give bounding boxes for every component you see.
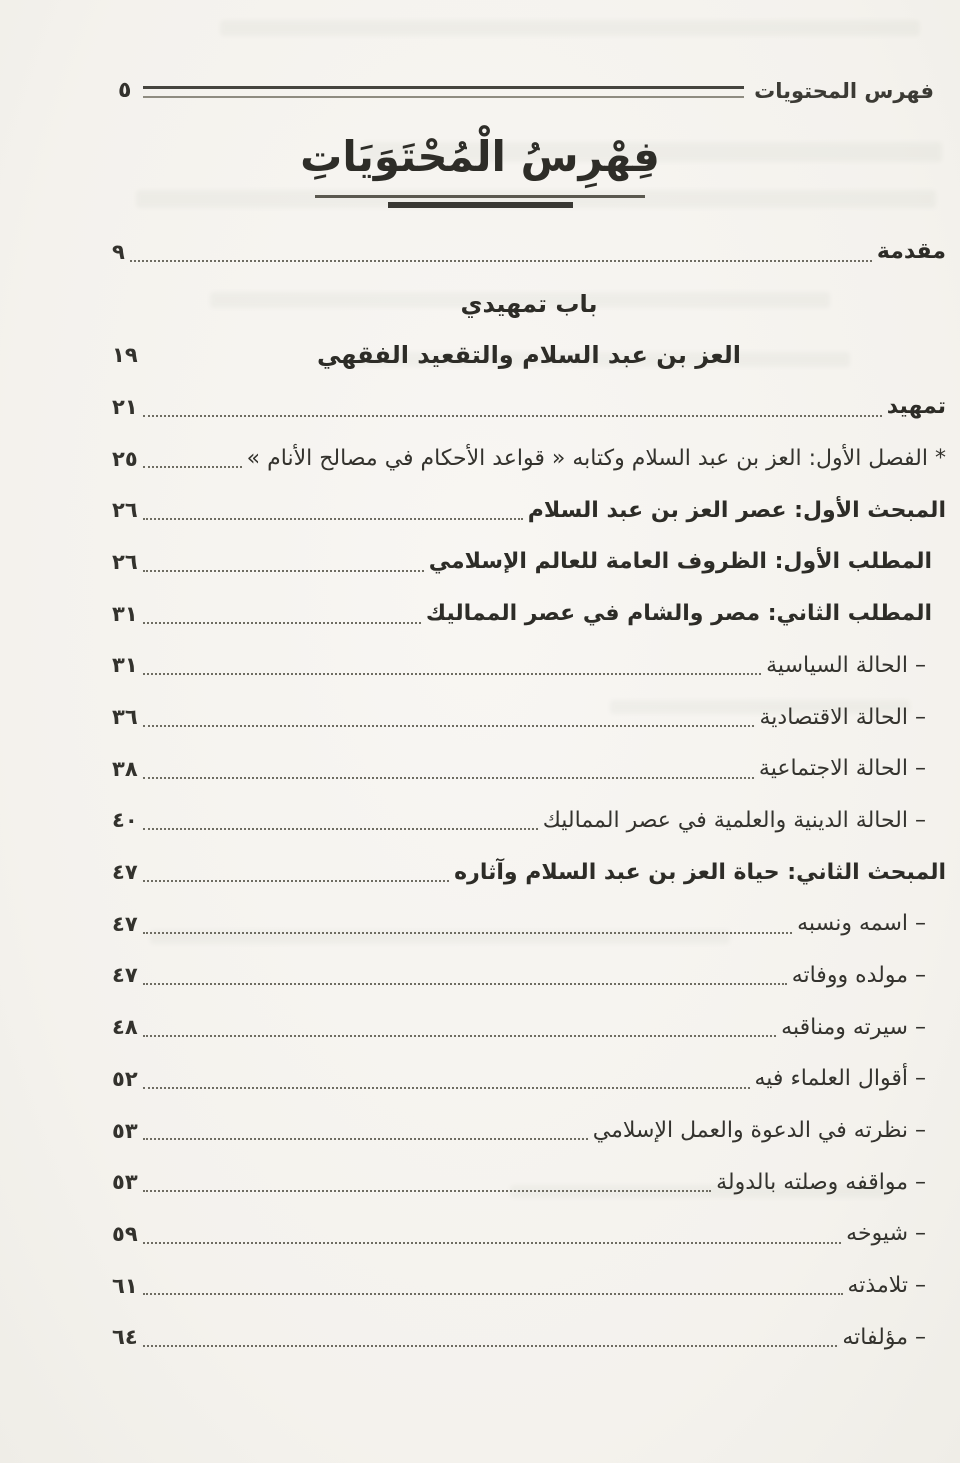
- dotted-leader: [143, 415, 882, 417]
- toc-entry: [112, 950, 946, 1002]
- toc-entry-label: – شيوخه: [846, 1221, 926, 1247]
- running-title: فهرس المحتويات: [754, 78, 934, 103]
- page-title: فِهْرِسُ الْمُحْتَوَيَاتِ: [300, 132, 660, 181]
- toc-entry-page-number: ٥٢: [112, 1066, 138, 1091]
- dotted-leader: [143, 1242, 842, 1244]
- toc-entry-label: – أقوال العلماء فيه: [754, 1066, 926, 1092]
- toc-entry-label: المبحث الأول: عصر العز بن عبد السلام: [527, 497, 946, 523]
- toc-entry-page-number: ٣١: [112, 653, 138, 678]
- toc-entry: [112, 226, 946, 278]
- toc-entry-page-number: ٤٧: [112, 911, 138, 936]
- toc-entry-label: – نظرته في الدعوة والعمل الإسلامي: [592, 1118, 926, 1144]
- dotted-leader: [143, 1293, 843, 1295]
- toc-entry: [112, 1208, 946, 1260]
- toc-entry: [112, 433, 946, 485]
- dotted-leader: [143, 932, 793, 934]
- toc-entry: [112, 795, 946, 847]
- toc-entry-page-number: ٣٨: [112, 756, 138, 781]
- toc-entry-label: – اسمه ونسبه: [797, 911, 926, 937]
- toc-entry: [112, 536, 946, 588]
- toc-entry-label: – مؤلفاته: [842, 1324, 926, 1350]
- toc-entry-page-number: ٤٨: [112, 1015, 138, 1040]
- toc-entry-label: – تلامذته: [847, 1273, 926, 1299]
- toc-entry-page-number: ٢٥: [112, 446, 138, 471]
- toc-entry-page-number: ٦١: [112, 1273, 138, 1298]
- dotted-leader: [143, 1138, 588, 1140]
- toc-section-heading: [112, 278, 946, 330]
- dotted-leader: [143, 466, 242, 468]
- toc-entry: [112, 484, 946, 536]
- toc-entry: [112, 1311, 946, 1363]
- title-underline-thick: [388, 202, 573, 208]
- dotted-leader: [143, 880, 450, 882]
- dotted-leader: [143, 1035, 777, 1037]
- dotted-leader: [143, 983, 787, 985]
- toc-entry-page-number: ٥٣: [112, 1118, 138, 1143]
- dotted-leader: [143, 777, 754, 779]
- toc-section-heading: [112, 329, 946, 381]
- toc-entry-label: المطلب الأول: الظروف العامة للعالم الإسلامي: [428, 549, 932, 575]
- toc-entry-page-number: ٥٣: [112, 1170, 138, 1195]
- toc-list: [112, 226, 946, 1363]
- toc-entry-page-number: ٢٦: [112, 549, 138, 574]
- toc-entry: [112, 381, 946, 433]
- dotted-leader: [143, 1087, 750, 1089]
- toc-entry-page-number: ٣١: [112, 601, 138, 626]
- toc-entry: [112, 640, 946, 692]
- toc-entry: [112, 846, 946, 898]
- toc-entry-label: تمهيد: [886, 394, 946, 420]
- toc-entry-label: – الحالة الاجتماعية: [758, 756, 926, 782]
- bleed-through-artifact: [220, 20, 920, 36]
- toc-entry-label: * الفصل الأول: العز بن عبد السلام وكتابه « قواعد الأحكام في مصالح الأنام »: [246, 446, 946, 472]
- toc-entry: [112, 898, 946, 950]
- dotted-leader: [143, 570, 424, 572]
- dotted-leader: [143, 725, 755, 727]
- toc-entry: [112, 1053, 946, 1105]
- dotted-leader: [130, 260, 872, 262]
- toc-entry-label: – الحالة الدينية والعلمية في عصر المماليك: [542, 807, 926, 833]
- toc-entry-page-number: ٩: [112, 239, 125, 264]
- toc-entry-page-number: ٥٩: [112, 1221, 138, 1246]
- toc-entry-page-number: ٦٤: [112, 1325, 138, 1350]
- dotted-leader: [143, 622, 421, 624]
- dotted-leader: [143, 828, 538, 830]
- dotted-leader: [143, 1190, 711, 1192]
- toc-entry-page-number: ٤٠: [112, 808, 138, 833]
- toc-entry-label: العز بن عبد السلام والتقعيد الفقهي: [317, 341, 741, 370]
- title-block: [0, 128, 960, 208]
- toc-entry-label: – مولده ووفاته: [791, 962, 926, 988]
- toc-entry: [112, 743, 946, 795]
- toc-entry: [112, 588, 946, 640]
- toc-entry-label: – مواقفه وصلته بالدولة: [716, 1169, 926, 1195]
- toc-entry-label: – الحالة السياسية: [766, 652, 926, 678]
- toc-entry: [112, 691, 946, 743]
- toc-entry-page-number: ٤٧: [112, 860, 138, 885]
- toc-entry-page-number: ٣٦: [112, 705, 138, 730]
- toc-entry-label: المطلب الثاني: مصر والشام في عصر المماليك: [425, 601, 932, 627]
- toc-entry: [112, 1105, 946, 1157]
- toc-entry-label: – الحالة الاقتصادية: [759, 704, 926, 730]
- page-number: ٥: [118, 78, 132, 103]
- header-double-rule: [143, 86, 744, 98]
- dotted-leader: [143, 1345, 838, 1347]
- toc-entry-page-number: ٢١: [112, 394, 138, 419]
- toc-entry: [112, 1001, 946, 1053]
- toc-entry-page-number: ١٩: [112, 343, 138, 368]
- toc-entry-label: مقدمة: [876, 239, 946, 265]
- toc-entry: [112, 1156, 946, 1208]
- toc-entry-label: باب تمهيدي: [460, 289, 598, 318]
- dotted-leader: [143, 518, 523, 520]
- toc-entry-label: المبحث الثاني: حياة العز بن عبد السلام وآثاره: [454, 859, 946, 885]
- dotted-leader: [143, 673, 762, 675]
- page-header: [118, 78, 934, 103]
- toc-entry: [112, 1260, 946, 1312]
- toc-entry-label: – سيرته ومناقبه: [781, 1014, 926, 1040]
- toc-entry-page-number: ٢٦: [112, 498, 138, 523]
- toc-entry-page-number: ٤٧: [112, 963, 138, 988]
- title-underline-thin: [315, 195, 645, 198]
